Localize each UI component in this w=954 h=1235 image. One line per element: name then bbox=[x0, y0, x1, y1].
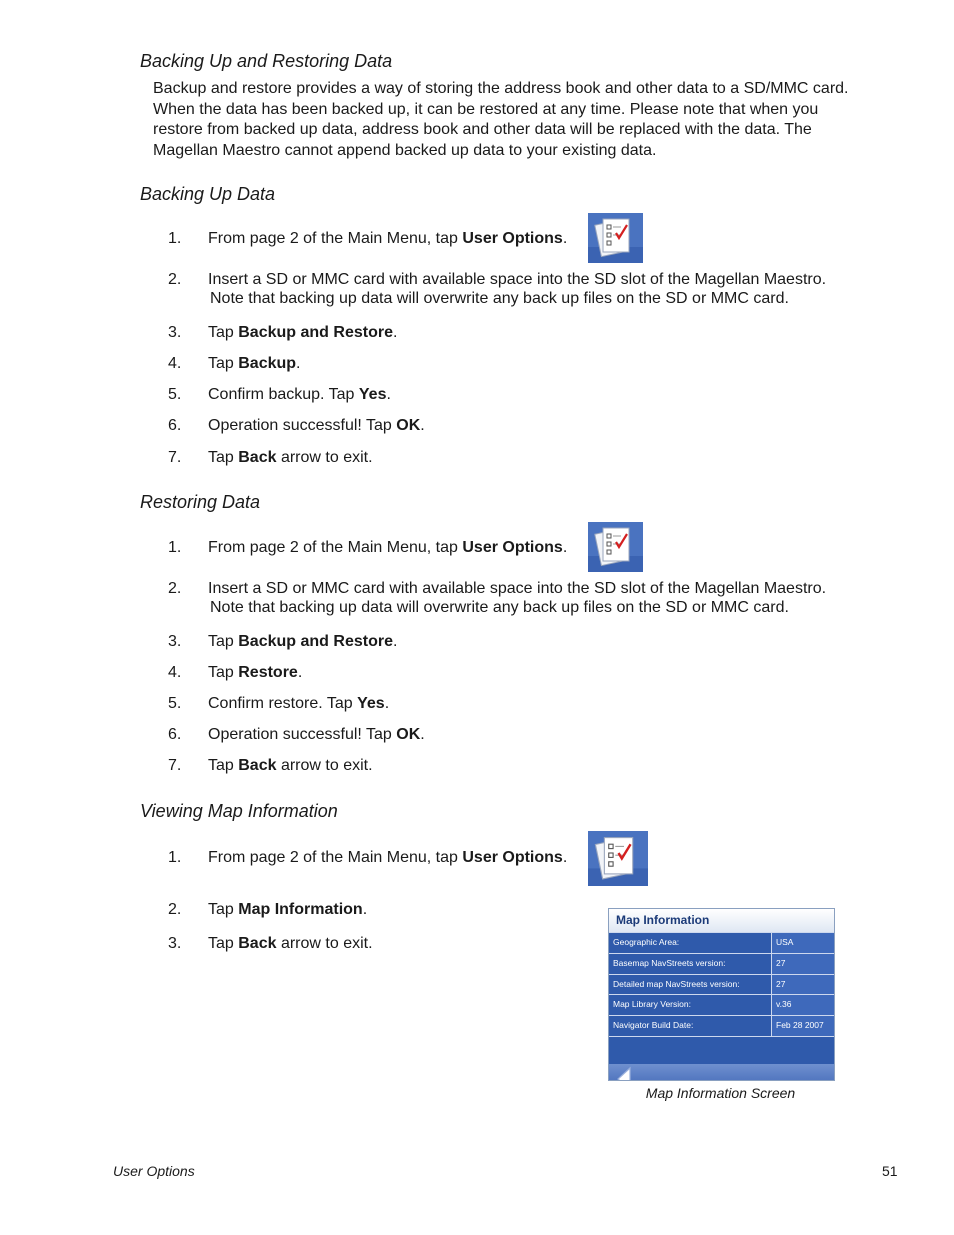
step-number: 5. bbox=[168, 695, 182, 712]
step-number: 3. bbox=[168, 633, 182, 650]
step-text: Tap bbox=[208, 935, 239, 952]
step-number: 2. bbox=[168, 271, 182, 288]
step-emphasis: Backup and Restore bbox=[238, 324, 393, 341]
user-options-checklist-icon bbox=[588, 831, 648, 886]
list-item bbox=[168, 271, 826, 308]
step-continuation: Note that backing up data will overwrite any back up files on the SD or MMC card. bbox=[210, 599, 789, 616]
step-number: 4. bbox=[168, 355, 182, 372]
step-emphasis: Restore bbox=[238, 664, 298, 681]
step-number: 2. bbox=[168, 580, 182, 597]
step-number: 3. bbox=[168, 324, 182, 341]
step-emphasis: User Options bbox=[462, 849, 563, 866]
list-item bbox=[168, 935, 373, 953]
step-text-end: . bbox=[392, 633, 398, 650]
step-number: 2. bbox=[168, 901, 182, 918]
row-label: Basemap NavStreets version: bbox=[609, 954, 772, 974]
step-text: Operation successful! Tap bbox=[208, 417, 397, 434]
list-item bbox=[168, 324, 397, 342]
intro-line: restore from backed up data, address book and other data will be replaced with the data. The bbox=[153, 121, 812, 138]
step-number: 6. bbox=[168, 417, 182, 434]
step-text-end: arrow to exit. bbox=[276, 757, 373, 774]
step-text-end: arrow to exit. bbox=[276, 935, 373, 952]
user-options-checklist-icon bbox=[588, 522, 643, 572]
table-row bbox=[609, 932, 834, 953]
step-text: Insert a SD or MMC card with available space into the SD slot of the Magellan Maestro. bbox=[208, 580, 827, 597]
bottom-toolbar bbox=[609, 1064, 834, 1081]
step-text-end: arrow to exit. bbox=[276, 449, 373, 466]
step-emphasis: OK bbox=[396, 417, 421, 434]
step-text-end: . bbox=[562, 230, 568, 247]
step-text-end: . bbox=[392, 324, 398, 341]
step-emphasis: Back bbox=[238, 449, 277, 466]
step-number: 7. bbox=[168, 757, 182, 774]
list-item bbox=[168, 417, 425, 435]
step-text-end: . bbox=[420, 417, 425, 434]
step-text: From page 2 of the Main Menu, tap bbox=[208, 849, 463, 866]
list-item bbox=[168, 386, 391, 404]
table-row bbox=[609, 994, 834, 1015]
list-item bbox=[168, 695, 389, 713]
table-row bbox=[609, 953, 834, 974]
list-item bbox=[168, 633, 397, 651]
step-number: 6. bbox=[168, 726, 182, 743]
step-number: 1. bbox=[168, 230, 182, 247]
footer-section-name: User Options bbox=[113, 1163, 195, 1179]
step-number: 3. bbox=[168, 935, 182, 952]
list-item bbox=[168, 230, 567, 248]
list-item bbox=[168, 849, 567, 867]
intro-paragraph bbox=[153, 79, 893, 161]
section-title-backup-restore: Backing Up and Restoring Data bbox=[140, 51, 393, 71]
section-title-restoring: Restoring Data bbox=[140, 492, 261, 512]
step-text-end: . bbox=[420, 726, 425, 743]
table-row bbox=[609, 974, 834, 995]
step-text: Tap bbox=[208, 324, 239, 341]
step-text: Operation successful! Tap bbox=[208, 726, 397, 743]
map-information-title: Map Information bbox=[609, 909, 834, 932]
step-text: Tap bbox=[208, 633, 239, 650]
step-emphasis: Backup and Restore bbox=[238, 633, 393, 650]
section-title-map-info: Viewing Map Information bbox=[140, 801, 338, 821]
user-options-checklist-icon bbox=[588, 213, 643, 263]
step-emphasis: Back bbox=[238, 935, 277, 952]
step-number: 1. bbox=[168, 539, 182, 556]
list-item bbox=[168, 449, 373, 467]
step-text: Confirm backup. Tap bbox=[208, 386, 359, 403]
step-number: 5. bbox=[168, 386, 182, 403]
row-value: 27 bbox=[772, 954, 834, 974]
list-item bbox=[168, 664, 302, 682]
page-number: 51 bbox=[882, 1163, 898, 1179]
list-item bbox=[168, 757, 373, 775]
step-text: Tap bbox=[208, 449, 239, 466]
step-text: Insert a SD or MMC card with available space into the SD slot of the Magellan Maestro. bbox=[208, 271, 827, 288]
step-text-end: . bbox=[384, 695, 390, 712]
step-text-end: . bbox=[386, 386, 391, 403]
step-emphasis: Yes bbox=[358, 386, 387, 403]
step-text: Confirm restore. Tap bbox=[208, 695, 358, 712]
section-title-backing-up: Backing Up Data bbox=[140, 184, 276, 204]
step-emphasis: Yes bbox=[357, 695, 385, 712]
list-item bbox=[168, 580, 826, 617]
list-item bbox=[168, 726, 425, 744]
row-label: Map Library Version: bbox=[609, 995, 772, 1015]
step-text-end: . bbox=[562, 539, 568, 556]
intro-line: Backup and restore provides a way of storing the address book and other data to a SD/MMC card. bbox=[153, 80, 849, 97]
step-text: Tap bbox=[208, 757, 239, 774]
step-text: Tap bbox=[208, 901, 239, 918]
row-value: v.36 bbox=[772, 995, 834, 1015]
step-text: From page 2 of the Main Menu, tap bbox=[208, 230, 463, 247]
step-emphasis: User Options bbox=[462, 230, 563, 247]
step-emphasis: OK bbox=[396, 726, 421, 743]
step-text-end: . bbox=[296, 355, 301, 372]
step-emphasis: Backup bbox=[238, 355, 297, 372]
empty-row bbox=[609, 1036, 834, 1064]
row-value: 27 bbox=[772, 975, 834, 995]
step-text: Tap bbox=[208, 664, 239, 681]
row-value: USA bbox=[772, 933, 834, 953]
map-information-screen bbox=[608, 908, 835, 1081]
step-text-end: . bbox=[297, 664, 303, 681]
step-text-end: . bbox=[562, 849, 568, 866]
list-item bbox=[168, 355, 301, 373]
list-item bbox=[168, 539, 567, 557]
intro-line: When the data has been backed up, it can be restored at any time. Please note that when you bbox=[153, 100, 819, 118]
step-emphasis: Back bbox=[238, 757, 277, 774]
step-continuation: Note that backing up data will overwrite any back up files on the SD or MMC card. bbox=[210, 290, 789, 307]
back-arrow-icon[interactable] bbox=[615, 1066, 635, 1081]
table-row bbox=[609, 1015, 834, 1036]
step-text-end: . bbox=[362, 901, 368, 918]
step-number: 4. bbox=[168, 664, 182, 681]
step-number: 7. bbox=[168, 449, 182, 466]
row-label: Detailed map NavStreets version: bbox=[609, 975, 772, 995]
step-number: 1. bbox=[168, 849, 182, 866]
step-text: From page 2 of the Main Menu, tap bbox=[208, 539, 463, 556]
figure-caption: Map Information Screen bbox=[645, 1085, 796, 1101]
row-label: Geographic Area: bbox=[609, 933, 772, 953]
step-emphasis: User Options bbox=[462, 539, 563, 556]
step-text: Tap bbox=[208, 355, 239, 372]
list-item bbox=[168, 901, 367, 919]
step-emphasis: Map Information bbox=[238, 901, 363, 918]
row-value: Feb 28 2007 bbox=[772, 1016, 834, 1036]
intro-line: Magellan Maestro cannot append backed up data to your existing data. bbox=[153, 141, 657, 159]
row-label: Navigator Build Date: bbox=[609, 1016, 772, 1036]
